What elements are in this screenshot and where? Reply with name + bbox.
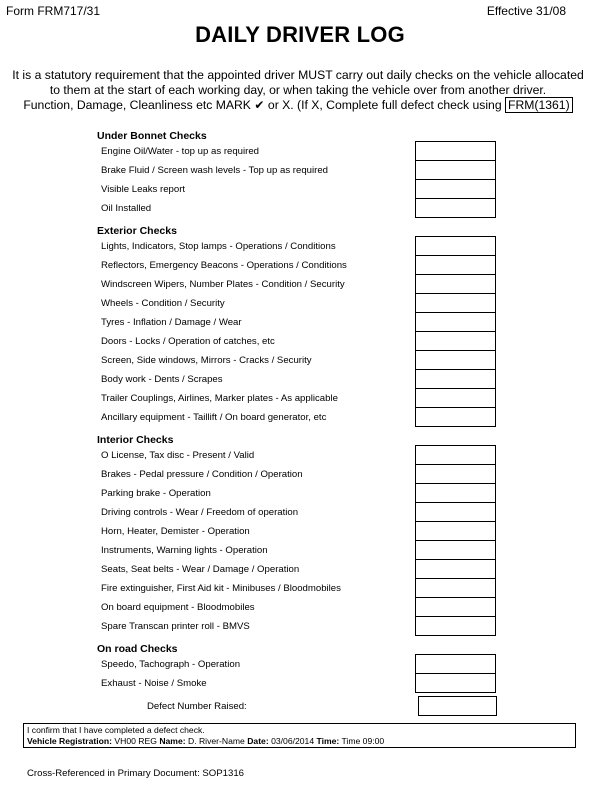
- check-box[interactable]: [416, 332, 495, 351]
- check-box[interactable]: [416, 655, 495, 674]
- footer-reference: Cross-Referenced in Primary Document: SOP1316: [27, 768, 245, 779]
- check-item: Doors - Locks / Operation of catches, etc: [101, 336, 275, 347]
- date-label: Date:: [247, 736, 269, 746]
- check-item: Speedo, Tachograph - Operation: [101, 659, 241, 670]
- time-value: Time 09:00: [341, 736, 385, 746]
- check-item: Tyres - Inflation / Damage / Wear: [101, 317, 242, 328]
- check-item: Exhaust - Noise / Smoke: [101, 678, 207, 689]
- check-box-column-exterior: [415, 236, 496, 427]
- check-box[interactable]: [416, 199, 495, 218]
- check-box-column-under-bonnet: [415, 141, 496, 218]
- form-reference: FRM(1361): [505, 97, 573, 113]
- check-item: Fire extinguisher, First Aid kit - Minibuses / Bloodmobiles: [101, 583, 341, 594]
- check-item: Parking brake - Operation: [101, 488, 211, 499]
- section-title-on-road: On road Checks: [97, 643, 178, 655]
- check-item: Driving controls - Wear / Freedom of operation: [101, 507, 299, 518]
- check-item: Visible Leaks report: [101, 184, 186, 195]
- check-box[interactable]: [416, 560, 495, 579]
- check-item: Screen, Side windows, Mirrors - Cracks / Security: [101, 355, 312, 366]
- check-box[interactable]: [416, 503, 495, 522]
- check-box[interactable]: [416, 275, 495, 294]
- name-value: D. River-Name: [187, 736, 245, 746]
- check-box[interactable]: [416, 237, 495, 256]
- check-box[interactable]: [416, 598, 495, 617]
- form-id: Form FRM717/31: [6, 4, 101, 18]
- check-item: Spare Transcan printer roll - BMVS: [101, 621, 250, 632]
- check-box[interactable]: [416, 674, 495, 693]
- check-box-column-on-road: [415, 654, 496, 693]
- check-box[interactable]: [416, 617, 495, 636]
- intro-line-1: It is a statutory requirement that the appointed driver MUST carry out daily checks on the vehicle allocated: [12, 68, 584, 82]
- vehicle-registration-label: Vehicle Registration:: [27, 736, 113, 746]
- section-title-under-bonnet: Under Bonnet Checks: [97, 130, 207, 142]
- check-box-column-interior: [415, 445, 496, 636]
- check-box[interactable]: [416, 313, 495, 332]
- date-value: 03/06/2014: [271, 736, 315, 746]
- section-title-interior: Interior Checks: [97, 434, 174, 446]
- name-label: Name:: [159, 736, 186, 746]
- check-item: Body work - Dents / Scrapes: [101, 374, 223, 385]
- check-item: Ancillary equipment - Taillift / On board generator, etc: [101, 412, 327, 423]
- check-box[interactable]: [416, 541, 495, 560]
- intro-line-2: to them at the start of each working day, or when taking the vehicle over from another driver.: [49, 83, 547, 97]
- section-title-exterior: Exterior Checks: [97, 225, 177, 237]
- check-item: Trailer Couplings, Airlines, Marker plates - As applicable: [101, 393, 338, 404]
- check-item: Oil Installed: [101, 203, 152, 214]
- check-box[interactable]: [416, 370, 495, 389]
- check-box[interactable]: [416, 484, 495, 503]
- check-item: Lights, Indicators, Stop lamps - Operations / Conditions: [101, 241, 336, 252]
- check-item: Instruments, Warning lights - Operation: [101, 545, 268, 556]
- check-item: Brakes - Pedal pressure / Condition / Operation: [101, 469, 303, 480]
- intro-line-3: Function, Damage, Cleanliness etc MARK ✔ or X. (If X, Complete full defect check using FRM(1361): [8, 98, 588, 113]
- effective-date: Effective 31/08: [486, 4, 566, 18]
- intro-text: [8, 68, 588, 113]
- check-item: On board equipment - Bloodmobiles: [101, 602, 255, 613]
- check-item: Horn, Heater, Demister - Operation: [101, 526, 250, 537]
- confirmation-statement: I confirm that I have completed a defect check.: [27, 725, 205, 735]
- check-box[interactable]: [416, 351, 495, 370]
- check-item: O License, Tax disc - Present / Valid: [101, 450, 255, 461]
- check-item: Seats, Seat belts - Wear / Damage / Operation: [101, 564, 300, 575]
- check-item: Brake Fluid / Screen wash levels - Top up as required: [101, 165, 328, 176]
- check-box[interactable]: [416, 161, 495, 180]
- defect-number-field[interactable]: [418, 696, 497, 716]
- check-box[interactable]: [416, 389, 495, 408]
- check-box[interactable]: [416, 446, 495, 465]
- confirmation-box: [23, 723, 576, 748]
- check-box[interactable]: [416, 180, 495, 199]
- check-item: Reflectors, Emergency Beacons - Operations / Conditions: [101, 260, 347, 271]
- defect-number-label: Defect Number Raised:: [147, 701, 247, 712]
- check-item: Windscreen Wipers, Number Plates - Condition / Security: [101, 279, 345, 290]
- check-box[interactable]: [416, 465, 495, 484]
- check-box[interactable]: [416, 579, 495, 598]
- time-label: Time:: [316, 736, 340, 746]
- check-box[interactable]: [416, 256, 495, 275]
- check-box[interactable]: [416, 408, 495, 427]
- check-box[interactable]: [416, 522, 495, 541]
- check-box[interactable]: [416, 294, 495, 313]
- check-item: Engine Oil/Water - top up as required: [101, 146, 260, 157]
- confirmation-details: [27, 736, 575, 747]
- vehicle-registration-value: VH00 REG: [114, 736, 157, 746]
- check-item: Wheels - Condition / Security: [101, 298, 225, 309]
- check-box[interactable]: [416, 142, 495, 161]
- page-title: DAILY DRIVER LOG: [195, 22, 405, 47]
